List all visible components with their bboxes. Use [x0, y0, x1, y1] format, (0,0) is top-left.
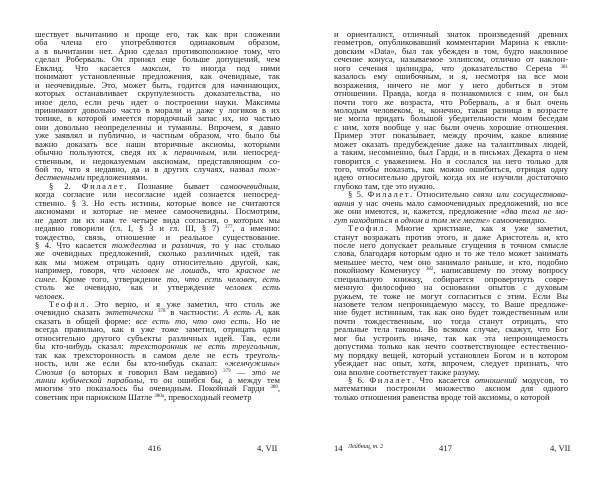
- italic-text: жемчужины: [228, 358, 276, 369]
- page-number: 416: [148, 443, 161, 453]
- text-run: сказать в общей форме:: [35, 315, 136, 326]
- italic-text: первичным: [174, 147, 215, 158]
- text-run: самоочевидно.: [490, 214, 547, 225]
- speaker-name: Филалет: [81, 180, 125, 191]
- text-run: тождество, связь, отношение и реальное существование.: [35, 231, 280, 242]
- italic-text: линии кубической параболы: [35, 374, 143, 385]
- text-run: обычно пользуются, сведя их к: [35, 147, 175, 158]
- text-run: почти тождественным, но тогда станут отрицать, что: [334, 315, 568, 326]
- text-run: очевидно сказать: [35, 307, 106, 318]
- text-run: предложениями.: [84, 172, 148, 183]
- text-run: всегда правильно, как я уже тоже заметил, отрицать один: [35, 324, 280, 335]
- text-run: и: [156, 239, 172, 250]
- signature-number: 14: [334, 443, 343, 453]
- text-run: молодым человеком, и, конечно, такая разница в возрасте: [334, 104, 568, 115]
- text-run: шествует вычитанию и проще его, так как при сложении: [35, 29, 280, 39]
- text-run: недавно говорили (гл. I, § 3 и гл. III, § 7): [35, 223, 226, 234]
- text-run: Евклид. Что касается: [35, 62, 142, 73]
- paragraph: [35, 300, 280, 401]
- text-run: она вполне соответствует также разуму.: [334, 366, 480, 377]
- text-run: уже заявлял и публично, и частным образом, что было бы: [35, 130, 280, 141]
- text-run: (о которых я говорил Вам недавно): [62, 366, 224, 377]
- text-line: [334, 393, 568, 401]
- text-run: , написавшему по этому вопросу: [433, 265, 568, 276]
- text-run: так как трехсторонность в самом деле не есть треуголь-: [35, 349, 280, 360]
- text-run: бы кто-нибудь сказал:: [35, 341, 130, 352]
- text-run: ,: [277, 341, 280, 352]
- text-run: ственным, и недоказуемым аксиомам, представляющим со-: [35, 155, 280, 166]
- section-marker: 4, VII: [257, 443, 278, 453]
- italic-text: гут находиться в одном и том же месте»: [334, 214, 491, 225]
- speaker-name: Теофил: [49, 299, 87, 309]
- text-run: Пример этот показывает, между прочим, какое влияние: [334, 130, 568, 141]
- text-run: ние будет истинным, так как оно будет тождественным или: [334, 307, 568, 318]
- text-run: . Это верно, и я уже заметил, что столь же: [86, 299, 280, 309]
- speaker-name: Филалет: [369, 374, 413, 385]
- text-run: сечение конуса, называемое эллипсом, отлично от наклон-: [334, 54, 568, 65]
- text-run: менную философию на основании опытов с духовым: [334, 282, 568, 293]
- text-run: многим это показалось бы очевидным. Покойный Гарди: [35, 383, 271, 394]
- text-run: ственно. § 3. Но есть истины, которые вовсе не считаются: [35, 197, 280, 208]
- text-run: в частности:: [165, 307, 224, 318]
- text-run: . Относительно: [410, 189, 474, 200]
- text-run: идею относительно другой, когда их не изучили достаточно: [334, 172, 568, 183]
- paragraph: [334, 190, 568, 224]
- text-run: , как: [261, 307, 280, 318]
- text-run: »: [275, 358, 280, 369]
- italic-text: самоочевидным: [220, 180, 278, 191]
- text-run: ,: [277, 180, 280, 191]
- paragraph: [334, 224, 568, 376]
- text-run: которых останавливает скрупулезность доказательства, но: [35, 88, 280, 99]
- text-run: а в вычитании нет. Арно сделал противоположное тому, что: [35, 45, 280, 56]
- italic-text: Слюзия: [35, 366, 63, 377]
- text-run: . Многие христиане, как я уже заметил,: [385, 223, 568, 234]
- text-run: иное дело, если речь идет о построении науки. Максимы: [35, 96, 280, 107]
- text-run: § 2.: [49, 180, 82, 191]
- footnote-reference: 377: [225, 225, 233, 231]
- text-run: меньшее место, чем оно занимало раньше, и кто, подобно: [334, 256, 568, 267]
- italic-text: человек не лошадь: [131, 265, 209, 276]
- text-run: сделал Роберваль. Он принял еще больше допущений, чем: [35, 54, 280, 65]
- italic-text: то, что есть человек, есть: [166, 273, 280, 284]
- text-run: топике, в которой имеется порядочный запас их, но частью: [35, 113, 280, 124]
- paragraph: [334, 376, 568, 401]
- text-run: ного сечения цилиндра, что доказательство Серена: [334, 62, 561, 73]
- italic-text: А есть А: [223, 307, 261, 318]
- text-run: оба члена его употребляются одинаковым образом,: [35, 37, 280, 48]
- text-run: как мы можем отрицать одну относительно другой, как,: [35, 256, 280, 267]
- paragraph: [35, 182, 280, 300]
- italic-text: различия: [171, 239, 204, 250]
- text-run: модусов, то: [516, 374, 568, 385]
- text-run: говорится с уважением. Но я сослался на него только для: [334, 155, 568, 166]
- italic-text: синее: [35, 273, 56, 284]
- text-run: станут возражать против этого, и даже Аристотель и, кто: [334, 231, 568, 242]
- text-run: принимают довольно часто в морали и даже у логиков в их: [35, 104, 280, 115]
- italic-text: красное не: [236, 265, 280, 276]
- text-run: с ним, хотя вообще у нас были очень хорошие отношения.: [334, 121, 568, 132]
- text-run: . Но не: [248, 315, 280, 326]
- text-run: ,: [277, 383, 280, 394]
- text-run: казалось ему ошибочным, и я, несмотря на все мои: [334, 71, 568, 82]
- text-run: довским «Data», был так убежден в том, будто наклонное: [334, 45, 568, 56]
- text-run: геометров, опубликовавший комментарии Марина к евкли-: [334, 37, 568, 48]
- text-run: понимают установленные предложения, как очевидные, так: [35, 71, 280, 82]
- footnote-reference: 379: [223, 368, 231, 374]
- text-run: § 6.: [348, 374, 370, 385]
- text-run: покойному Комениусу: [334, 265, 426, 276]
- text-run: они довольно неопределенны и туманны. Впрочем, я давно: [35, 121, 280, 132]
- text-run: после него допускает реальные сгущения в точном смысле: [334, 239, 568, 250]
- text-run: глубоко там, где это нужно.: [334, 180, 435, 191]
- text-run: когда согласие или несогласие идей сознается непосред-: [35, 189, 280, 200]
- text-run: столь же очевидно, как и утверждение: [35, 282, 225, 293]
- italic-text: «два тела не мо-: [500, 206, 568, 217]
- text-run: аксиомами и которые не менее самоочевидны. Посмотрим,: [35, 206, 280, 217]
- italic-text: тождества: [111, 239, 157, 250]
- left-page-footer: [0, 443, 300, 453]
- text-line: [35, 393, 280, 401]
- text-run: того, чтобы показать, как можно ошибиться, отрицая одну: [334, 164, 568, 174]
- page-number: 417: [439, 443, 452, 453]
- text-run: относительно другого субъекты различных идей. Так, если: [35, 332, 280, 343]
- right-page-footer: [300, 443, 600, 453]
- text-run: , что: [208, 265, 237, 276]
- speaker-name: Теофил: [348, 223, 386, 234]
- footnote-reference: 381: [560, 64, 568, 70]
- signature-title: Лейбниц, т. 2: [348, 444, 384, 450]
- footnote-reference: 382: [425, 267, 434, 273]
- italic-text: человек есть: [224, 282, 280, 293]
- italic-text: тож-: [258, 164, 280, 174]
- text-run: не могла придать большой убедительности моим беседам: [334, 113, 568, 124]
- text-run: му порядку вещей, который установлен Богом и в котором: [334, 349, 568, 360]
- footnote-reference: 378: [157, 309, 166, 315]
- footnote-reference: 380a: [154, 393, 165, 399]
- text-run: и ориенталист, отличный знаток произведений древних: [334, 29, 568, 39]
- section-marker: 4, VII: [550, 443, 571, 453]
- text-run: . Что касается: [412, 374, 475, 385]
- paragraph: [334, 30, 568, 190]
- italic-text: дественными: [35, 172, 85, 183]
- text-run: же они имеются, и, кажется, предложение: [334, 206, 501, 217]
- right-page-text: [334, 30, 568, 401]
- text-run: только отношения равенства вроде той аксиомы, о которой: [334, 391, 550, 402]
- text-run: , то иногда под ними: [168, 62, 280, 73]
- text-run: у нас очень мало самоочевидных предложений, но все: [354, 197, 568, 208]
- text-run: а таким, несомненно, был Гарди, и в письмах Декарта о нем: [334, 147, 568, 158]
- text-run: важно доказать все наши вторичные аксиомы, которыми: [35, 138, 280, 149]
- italic-text: это не: [251, 366, 281, 377]
- text-run: убеждает нас опыт, хотя, впрочем, следует признать, что: [334, 358, 568, 369]
- text-run: не дают ли их нам те четыре вида согласия, о которых мы: [35, 214, 280, 225]
- text-run: —: [230, 366, 252, 377]
- text-run: математики построили множество аксиом для одного: [334, 383, 568, 394]
- text-run: § 4. Что касается: [35, 239, 112, 250]
- italic-text: человек: [35, 290, 63, 301]
- italic-text: максим: [141, 62, 169, 73]
- text-run: допустима только как нечто соответствующее естественно-: [334, 341, 568, 352]
- italic-text: связи или сосуществова-: [473, 189, 568, 200]
- text-run: . Познание бывает: [124, 180, 221, 191]
- text-run: же очевидных предложений, сколько различных идей, так: [35, 248, 280, 259]
- italic-text: все есть то, что оно есть: [135, 315, 249, 326]
- text-run: ружьем, те тоже не могут согласиться с этим. Если Вы: [334, 290, 568, 301]
- text-run: мог бы устроить иначе, так как эта непроницаемость: [334, 332, 568, 343]
- text-run: почти того же возраста, что Роберваль, а я был очень: [334, 96, 568, 107]
- text-line: [35, 283, 280, 291]
- text-run: может оказать предубеждение даже на талантливых людей,: [334, 138, 568, 149]
- text-run: и неочевидные. Это, может быть, годится для начинающих,: [35, 79, 280, 90]
- italic-text: трехсторонник не есть треугольник: [129, 341, 278, 352]
- text-run: слова, благодаря которым одно и то же тело может занимать: [334, 248, 568, 259]
- text-run: назовете телом непроницаемую массу, то Ваше предложе-: [334, 299, 568, 309]
- text-run: возражения, ничего не мог у него добиться в этом: [334, 79, 568, 90]
- footnote-reference: 380: [270, 385, 278, 391]
- left-page-text: [35, 30, 280, 401]
- text-run: , или непосред-: [214, 147, 280, 158]
- italic-text: вания: [334, 197, 355, 208]
- text-run: , превосходный геометр: [164, 391, 252, 402]
- text-run: . Кроме того, утверждение: [55, 273, 167, 284]
- text-run: советник при парижском Шатле: [35, 391, 155, 402]
- text-run: .: [62, 290, 65, 301]
- text-run: , то он ошибся бы, а между тем: [142, 374, 280, 385]
- text-run: ность, или же если бы кто-нибудь сказал: «: [35, 358, 229, 369]
- text-run: например, говоря, что: [35, 265, 132, 276]
- text-run: реальные тела таковы. Во всяком случае, скажут, что Бог: [334, 324, 568, 335]
- text-run: отношении. Правда, когда я познакомился с ним, он был: [334, 88, 568, 99]
- speaker-name: Филалет: [367, 189, 411, 200]
- text-run: бой то, что я недавно, да и в других случаях, назвал: [35, 164, 259, 174]
- italic-text: эктетически: [105, 307, 154, 318]
- text-run: , то у нас столько: [203, 239, 280, 250]
- paragraph: [35, 30, 280, 182]
- text-run: § 5.: [348, 189, 368, 200]
- text-run: специальную книжку, собирается опровергнуть совре-: [334, 273, 568, 284]
- text-run: , а именно:: [232, 223, 280, 234]
- italic-text: отношений: [474, 374, 517, 385]
